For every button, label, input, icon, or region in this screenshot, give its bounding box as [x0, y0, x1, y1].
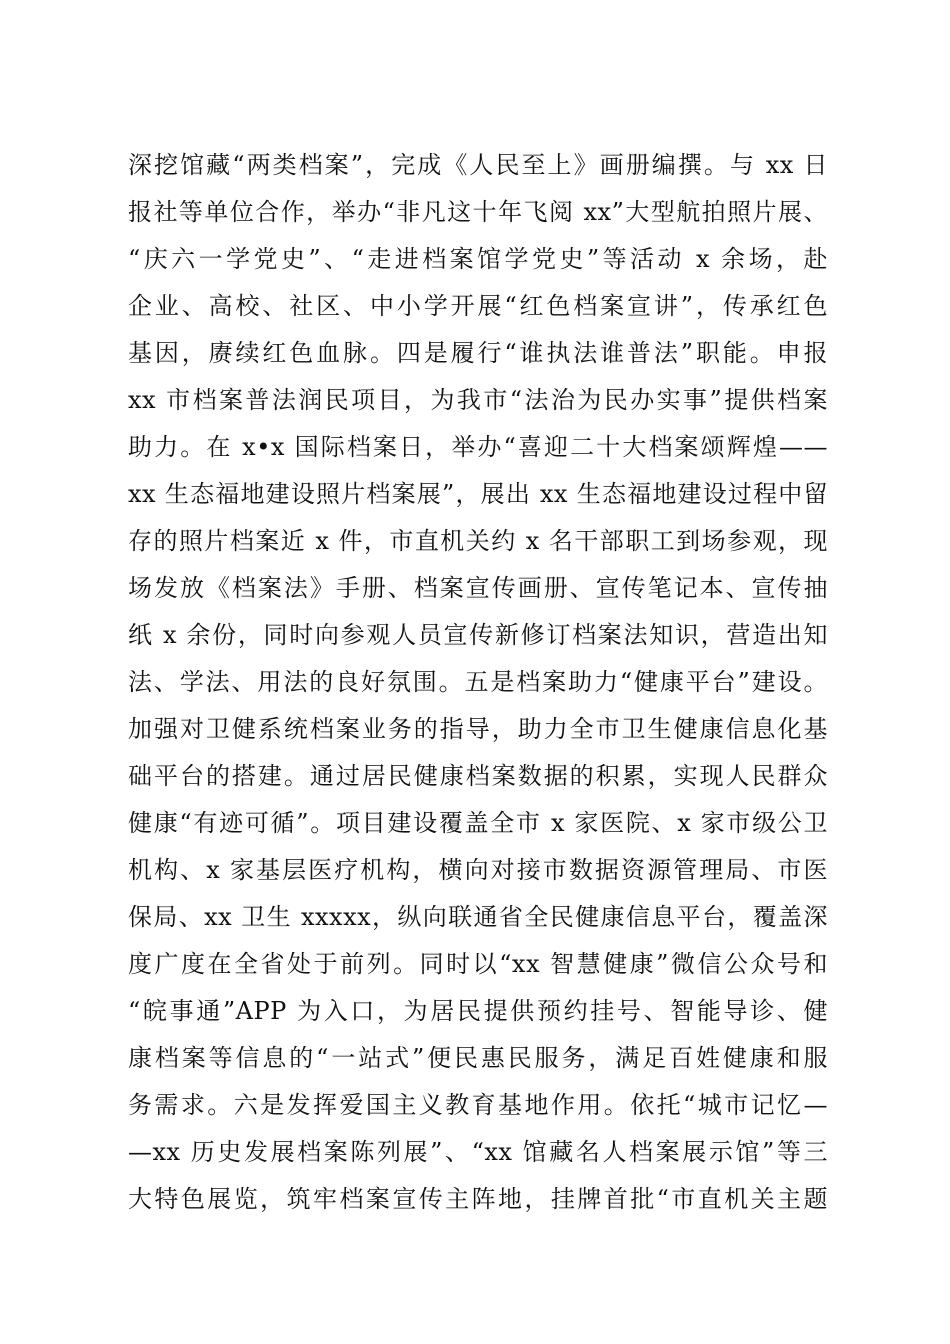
- text-line: 企业、高校、社区、中小学开展“红色档案宣讲”，传承红色: [128, 292, 828, 320]
- text-line: 度广度在全省处于前列。同时以“xx 智慧健康”微信公众号和: [128, 950, 828, 978]
- text-line: 法、学法、用法的良好氛围。五是档案助力“健康平台”建设。: [128, 668, 828, 696]
- text-line: 报社等单位合作，举办“非凡这十年飞阅 xx”大型航拍照片展、: [128, 198, 828, 226]
- text-line: xx 生态福地建设照片档案展”，展出 xx 生态福地建设过程中留: [128, 480, 828, 508]
- text-line: 康档案等信息的“一站式”便民惠民服务，满足百姓健康和服: [128, 1044, 828, 1072]
- text-line: 保局、xx 卫生 xxxxx，纵向联通省全民健康信息平台，覆盖深: [128, 903, 828, 931]
- text-line: 基因，赓续红色血脉。四是履行“谁执法谁普法”职能。申报: [128, 339, 828, 367]
- text-line: “皖事通”APP 为入口，为居民提供预约挂号、智能导诊、健: [128, 997, 828, 1025]
- text-line: 场发放《档案法》手册、档案宣传画册、宣传笔记本、宣传抽: [128, 574, 828, 602]
- text-line: 纸 x 余份，同时向参观人员宣传新修订档案法知识，营造出知: [128, 621, 828, 649]
- text-line: 存的照片档案近 x 件，市直机关约 x 名干部职工到场参观，现: [128, 527, 828, 555]
- text-line: 机构、x 家基层医疗机构，横向对接市数据资源管理局、市医: [128, 856, 828, 884]
- body-text: [128, 142, 828, 1223]
- text-line: 健康“有迹可循”。项目建设覆盖全市 x 家医院、x 家市级公卫: [128, 809, 828, 837]
- text-line: 务需求。六是发挥爱国主义教育基地作用。依托“城市记忆—: [128, 1091, 828, 1119]
- text-line: 深挖馆藏“两类档案”，完成《人民至上》画册编撰。与 xx 日: [128, 151, 828, 179]
- text-line: 加强对卫健系统档案业务的指导，助力全市卫生健康信息化基: [128, 715, 828, 743]
- text-line: 助力。在 x•x 国际档案日，举办“喜迎二十大档案颂辉煌——: [128, 433, 828, 461]
- text-line: 础平台的搭建。通过居民健康档案数据的积累，实现人民群众: [128, 762, 828, 790]
- text-line: xx 市档案普法润民项目，为我市“法治为民办实事”提供档案: [128, 386, 828, 414]
- text-line: —xx 历史发展档案陈列展”、“xx 馆藏名人档案展示馆”等三: [128, 1138, 828, 1166]
- text-line: 大特色展览，筑牢档案宣传主阵地，挂牌首批“市直机关主题: [128, 1185, 828, 1213]
- text-line: “庆六一学党史”、“走进档案馆学党史”等活动 x 余场，赴: [128, 245, 828, 273]
